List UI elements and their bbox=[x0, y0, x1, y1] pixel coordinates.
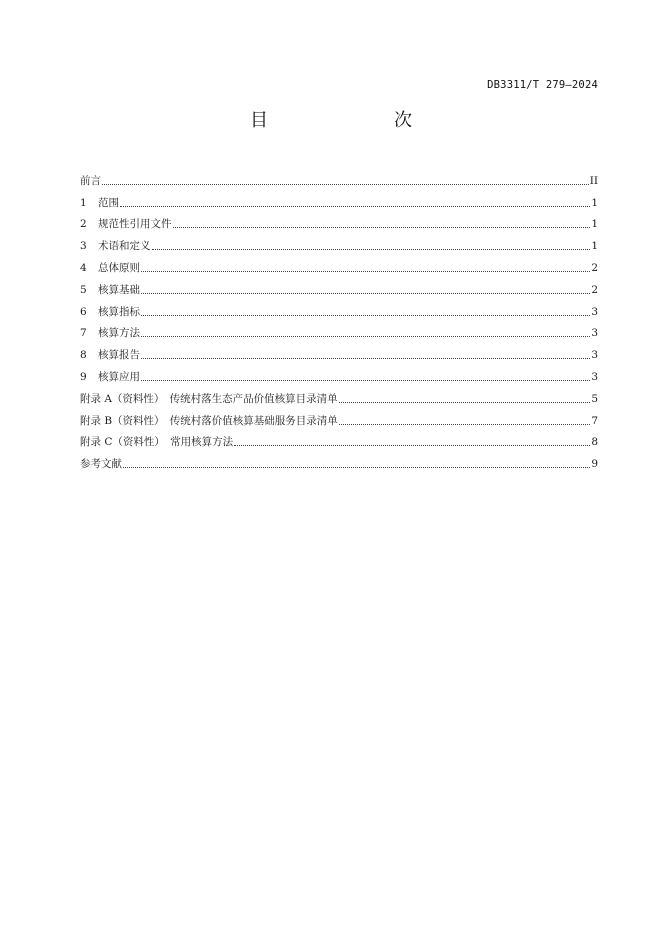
dot-leader bbox=[141, 357, 590, 359]
dot-leader bbox=[123, 466, 590, 468]
toc-entry-number: 4 bbox=[80, 261, 87, 274]
toc-entry-report[interactable] bbox=[80, 340, 598, 362]
toc-entry-page: 9 bbox=[591, 458, 598, 471]
toc-entry-label: 核算应用 bbox=[98, 370, 140, 383]
toc-entry-number: 7 bbox=[80, 327, 87, 340]
dot-leader bbox=[120, 205, 590, 207]
dot-leader bbox=[173, 226, 591, 228]
toc-entry-label: 范围 bbox=[98, 196, 119, 209]
dot-leader bbox=[234, 444, 590, 446]
toc-entry-label: 前言 bbox=[80, 174, 101, 187]
dot-leader bbox=[339, 401, 591, 403]
toc-entry-page: 7 bbox=[591, 414, 598, 427]
dot-leader bbox=[141, 270, 590, 272]
dot-leader bbox=[141, 335, 590, 337]
toc-entry-number: 6 bbox=[80, 305, 87, 318]
toc-entry-label: 规范性引用文件 bbox=[98, 218, 172, 231]
dot-leader bbox=[141, 314, 590, 316]
toc-entry-number: 3 bbox=[80, 240, 87, 253]
dot-leader bbox=[152, 248, 591, 250]
table-of-contents bbox=[80, 166, 598, 471]
toc-entry-page: 3 bbox=[591, 370, 598, 383]
toc-entry-methods[interactable] bbox=[80, 319, 598, 341]
toc-entry-page: 3 bbox=[591, 349, 598, 362]
toc-entry-appendix-a[interactable] bbox=[80, 384, 598, 406]
toc-entry-page: 5 bbox=[591, 392, 598, 405]
toc-entry-label: 核算报告 bbox=[98, 349, 140, 362]
toc-entry-page: 2 bbox=[591, 283, 598, 296]
toc-entry-page: 3 bbox=[591, 327, 598, 340]
toc-entry-number: 8 bbox=[80, 349, 87, 362]
toc-entry-label: 总体原则 bbox=[98, 261, 140, 274]
toc-entry-page: II bbox=[589, 174, 598, 187]
toc-entry-page: 2 bbox=[591, 261, 598, 274]
toc-entry-scope[interactable] bbox=[80, 188, 598, 210]
toc-entry-label: 附录 A（资料性） 传统村落生态产品价值核算目录清单 bbox=[80, 392, 338, 405]
toc-entry-label: 参考文献 bbox=[80, 458, 122, 471]
toc-entry-page: 1 bbox=[591, 218, 598, 231]
page-title: 目 次 bbox=[250, 110, 442, 131]
toc-entry-indicators[interactable] bbox=[80, 297, 598, 319]
toc-entry-appendix-c[interactable] bbox=[80, 428, 598, 450]
toc-entry-page: 3 bbox=[591, 305, 598, 318]
toc-entry-normative-references[interactable] bbox=[80, 210, 598, 232]
toc-entry-bibliography[interactable] bbox=[80, 449, 598, 471]
toc-entry-application[interactable] bbox=[80, 362, 598, 384]
toc-entry-page: 1 bbox=[591, 196, 598, 209]
dot-leader bbox=[339, 423, 591, 425]
toc-entry-number: 5 bbox=[80, 283, 87, 296]
toc-entry-page: 1 bbox=[591, 240, 598, 253]
toc-entry-principles[interactable] bbox=[80, 253, 598, 275]
toc-entry-label: 术语和定义 bbox=[98, 240, 151, 253]
toc-entry-label: 核算基础 bbox=[98, 283, 140, 296]
dot-leader bbox=[141, 379, 590, 381]
toc-entry-number: 2 bbox=[80, 218, 87, 231]
toc-entry-number: 9 bbox=[80, 370, 87, 383]
dot-leader bbox=[102, 183, 589, 185]
toc-entry-page: 8 bbox=[591, 436, 598, 449]
toc-entry-label: 核算方法 bbox=[98, 327, 140, 340]
toc-entry-number: 1 bbox=[80, 196, 87, 209]
toc-entry-accounting-basis[interactable] bbox=[80, 275, 598, 297]
document-code: DB3311/T 279—2024 bbox=[487, 79, 598, 91]
dot-leader bbox=[141, 292, 590, 294]
toc-entry-terms[interactable] bbox=[80, 231, 598, 253]
toc-entry-label: 核算指标 bbox=[98, 305, 140, 318]
toc-entry-foreword[interactable] bbox=[80, 166, 598, 188]
toc-entry-label: 附录 B（资料性） 传统村落价值核算基础服务目录清单 bbox=[80, 414, 338, 427]
toc-entry-appendix-b[interactable] bbox=[80, 406, 598, 428]
toc-entry-label: 附录 C（资料性） 常用核算方法 bbox=[80, 436, 234, 449]
